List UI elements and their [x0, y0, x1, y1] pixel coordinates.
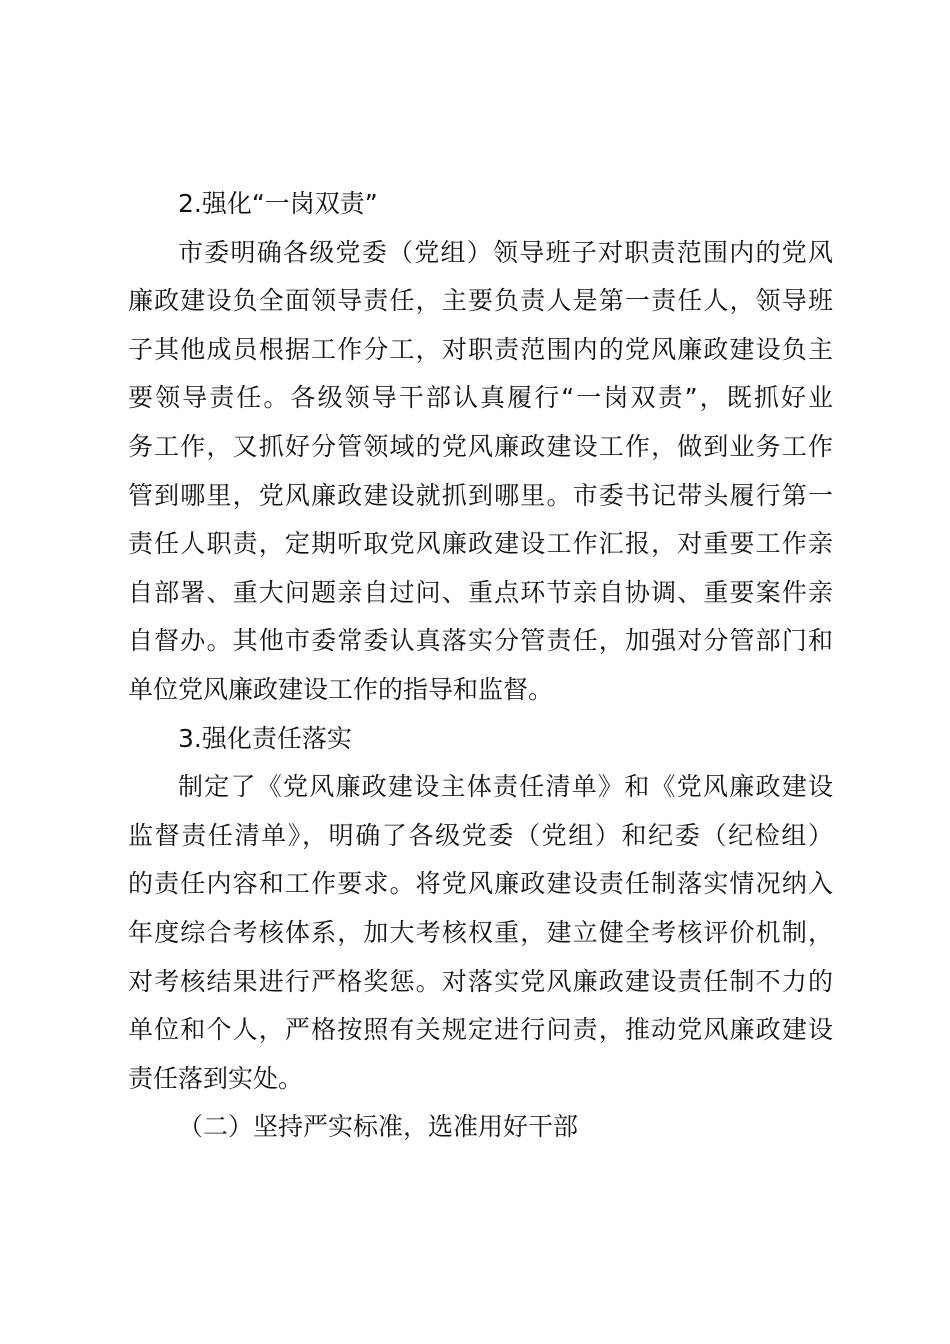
paragraph-line: 责任人职责，定期听取党风廉政建设工作汇报，对重要工作亲: [128, 529, 833, 559]
paragraph-line: 自督办。其他市委常委认真落实分管责任，加强对分管部门和: [128, 626, 833, 656]
paragraph-line: 年度综合考核体系，加大考核权重，建立健全考核评价机制，: [128, 917, 833, 947]
paragraph-line: 要领导责任。各级领导干部认真履行“一岗双责”，既抓好业: [128, 383, 833, 413]
paragraph-line: 单位和个人，严格按照有关规定进行问责，推动党风廉政建设: [128, 1015, 833, 1045]
paragraph-line: 廉政建设负全面领导责任，主要负责人是第一责任人，领导班: [128, 286, 833, 316]
paragraph-responsibility: [128, 763, 833, 1103]
paragraph-line: 管到哪里，党风廉政建设就抓到哪里。市委书记带头履行第一: [128, 480, 833, 510]
paragraph-line: 责任落到实处。: [128, 1063, 304, 1093]
paragraph-line: 务工作，又抓好分管领域的党风廉政建设工作，做到业务工作: [128, 431, 833, 461]
paragraph-line: 对考核结果进行严格奖惩。对落实党风廉政建设责任制不力的: [128, 966, 833, 996]
paragraph-line: 子其他成员根据工作分工，对职责范围内的党风廉政建设负主: [128, 334, 833, 364]
paragraph-line: 单位党风廉政建设工作的指导和监督。: [128, 674, 554, 704]
paragraph-line: 制定了《党风廉政建设主体责任清单》和《党风廉政建设: [178, 772, 833, 802]
paragraph-line: 市委明确各级党委（党组）领导班子对职责范围内的党风: [178, 237, 833, 267]
paragraph-line: 监督责任清单》，明确了各级党委（党组）和纪委（纪检组）: [128, 820, 833, 850]
subheading-2: 2.强化“一岗双责”: [178, 189, 378, 218]
paragraph-line: 的责任内容和工作要求。将党风廉政建设责任制落实情况纳入: [128, 869, 833, 899]
paragraph-yigang-shuangze: [128, 229, 833, 715]
section-heading: （二）坚持严实标准，选准用好干部: [178, 1112, 579, 1142]
paragraph-line: 自部署、重大问题亲自过问、重点环节亲自协调、重要案件亲: [128, 577, 833, 607]
document-body: [128, 180, 833, 1152]
subheading-3: 3.强化责任落实: [178, 723, 352, 753]
